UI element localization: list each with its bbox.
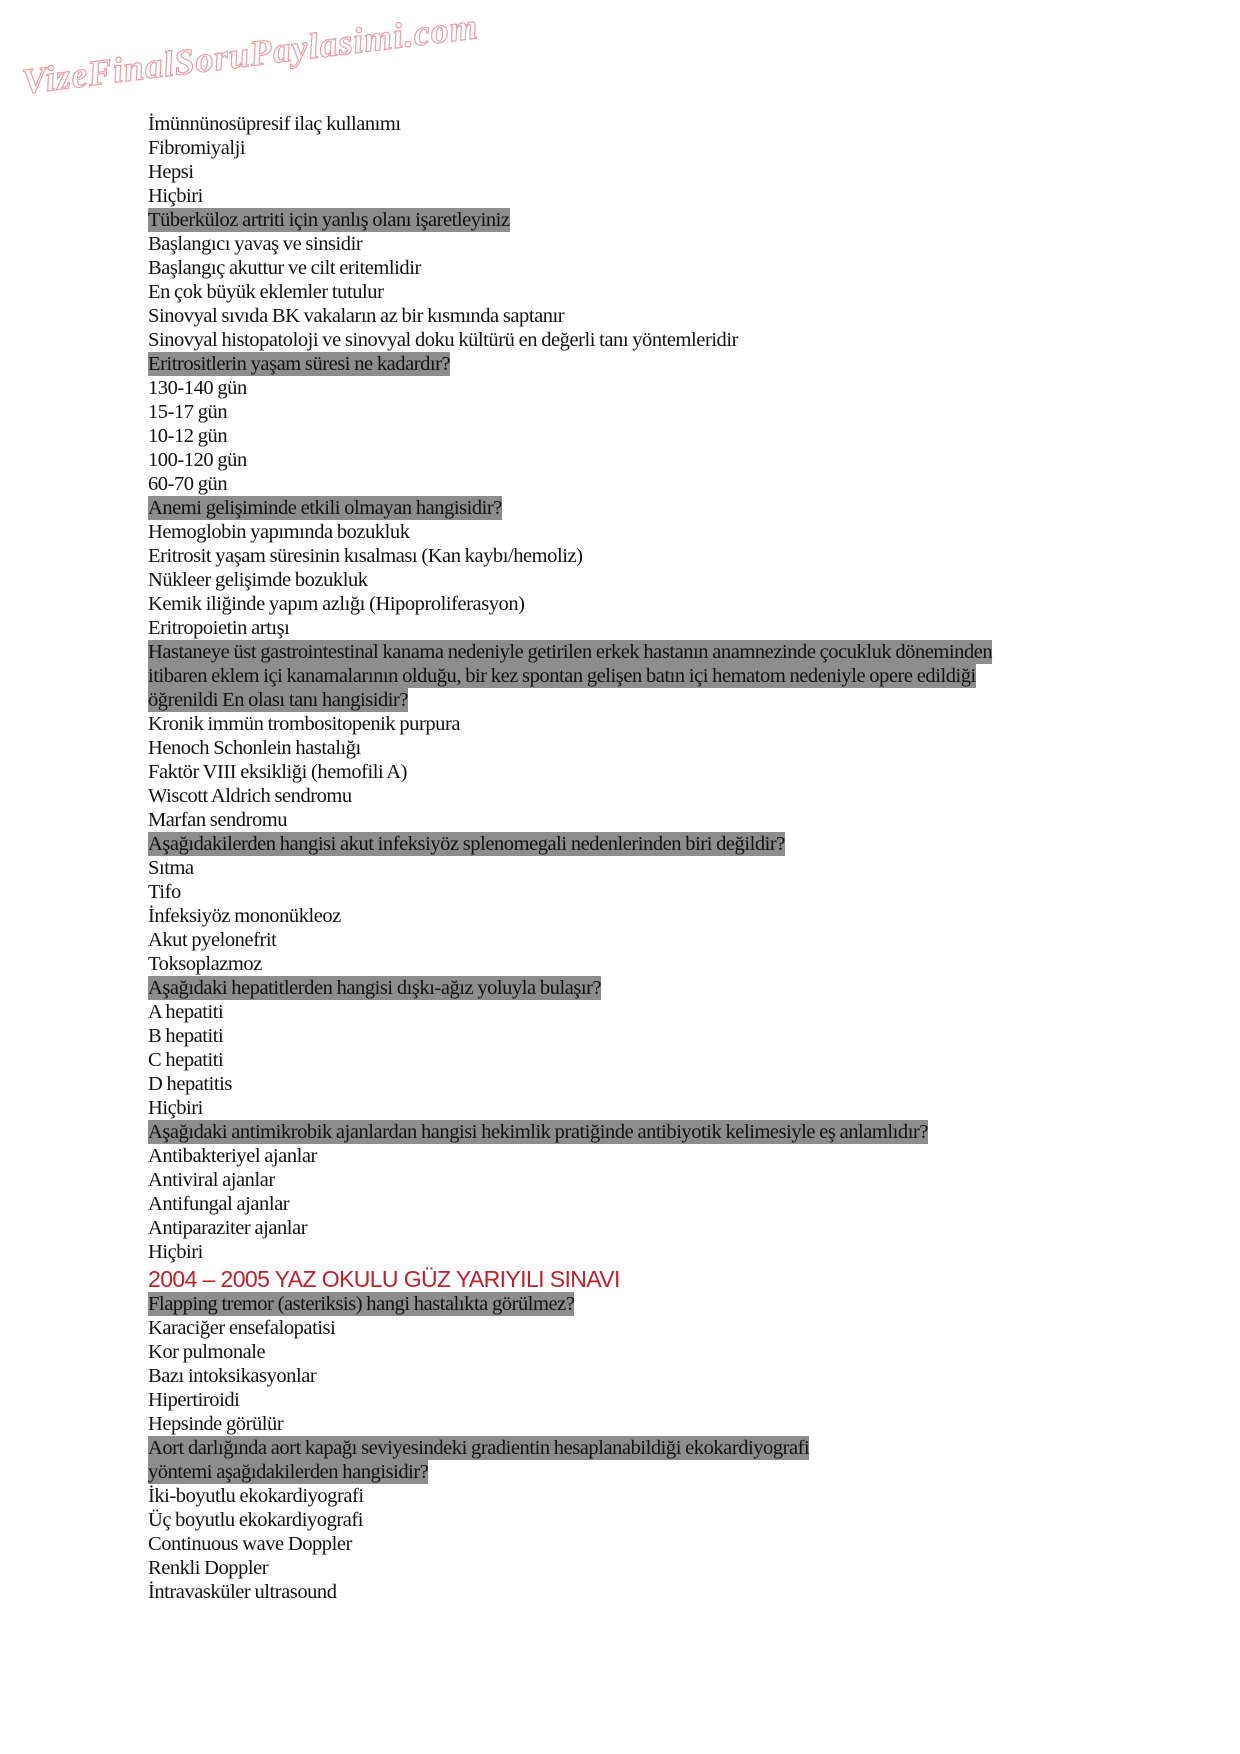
answer-option xyxy=(148,616,992,640)
answer-option xyxy=(148,1580,992,1604)
document-body xyxy=(148,112,992,1604)
option-text: Üç boyutlu ekokardiyografi xyxy=(148,1509,364,1531)
option-text: Faktör VIII eksikliği (hemofili A) xyxy=(148,761,408,783)
answer-option xyxy=(148,1340,992,1364)
answer-option xyxy=(148,1024,992,1048)
question-line xyxy=(148,1292,992,1316)
question-line xyxy=(148,1436,992,1460)
option-text: Hepsinde görülür xyxy=(148,1413,284,1435)
option-text: Kor pulmonale xyxy=(148,1341,266,1363)
answer-option xyxy=(148,568,992,592)
option-text: Eritropoietin artışı xyxy=(148,617,290,639)
option-text: Hepsi xyxy=(148,161,194,183)
answer-option xyxy=(148,1388,992,1412)
option-text: Hiçbiri xyxy=(148,1241,203,1263)
answer-option xyxy=(148,1000,992,1024)
answer-option xyxy=(148,1072,992,1096)
answer-option xyxy=(148,1048,992,1072)
section-title-text: 2004 – 2005 YAZ OKULU GÜZ YARIYILI SINAVI xyxy=(148,1266,620,1292)
question-text: Aşağıdaki hepatitlerden hangisi dışkı-ağız yoluyla bulaşır? xyxy=(148,977,602,999)
question-text: Anemi gelişiminde etkili olmayan hangisidir? xyxy=(148,497,502,519)
watermark: VizeFinalSoruPaylasimi.com xyxy=(20,6,481,102)
answer-option xyxy=(148,1316,992,1340)
question-text: öğrenildi En olası tanı hangisidir? xyxy=(148,689,409,711)
option-text: 60-70 gün xyxy=(148,473,228,495)
answer-option xyxy=(148,472,992,496)
answer-option xyxy=(148,1096,992,1120)
option-text: Sıtma xyxy=(148,857,194,879)
answer-option xyxy=(148,448,992,472)
section-title xyxy=(148,1264,992,1292)
answer-option xyxy=(148,1240,992,1264)
option-text: Akut pyelonefrit xyxy=(148,929,277,951)
answer-option xyxy=(148,592,992,616)
option-text: Toksoplazmoz xyxy=(148,953,262,975)
option-text: İmünnünosüpresif ilaç kullanımı xyxy=(148,113,401,135)
option-text: Henoch Schonlein hastalığı xyxy=(148,737,361,759)
option-text: Kronik immün trombositopenik purpura xyxy=(148,713,460,735)
question-text: Aşağıdaki antimikrobik ajanlardan hangisi hekimlik pratiğinde antibiyotik kelimesiyle eş anlamlıdır? xyxy=(148,1121,928,1143)
question-line xyxy=(148,640,992,664)
answer-option xyxy=(148,160,992,184)
answer-option xyxy=(148,424,992,448)
answer-option xyxy=(148,400,992,424)
option-text: Continuous wave Doppler xyxy=(148,1533,352,1555)
answer-option xyxy=(148,304,992,328)
question-text: Flapping tremor (asteriksis) hangi hastalıkta görülmez? xyxy=(148,1293,575,1315)
question-line xyxy=(148,496,992,520)
question-line xyxy=(148,832,992,856)
answer-option xyxy=(148,1192,992,1216)
option-text: Hiçbiri xyxy=(148,1097,203,1119)
question-line xyxy=(148,688,992,712)
option-text: 130-140 gün xyxy=(148,377,247,399)
option-text: Tifo xyxy=(148,881,181,903)
option-text: Bazı intoksikasyonlar xyxy=(148,1365,317,1387)
question-text: Tüberküloz artriti için yanlış olanı işaretleyiniz xyxy=(148,209,510,231)
option-text: Hiçbiri xyxy=(148,185,203,207)
option-text: C hepatiti xyxy=(148,1049,224,1071)
option-text: Antifungal ajanlar xyxy=(148,1193,290,1215)
question-text: Hastaneye üst gastrointestinal kanama nedeniyle getirilen erkek hastanın anamnezinde çocukluk döneminden xyxy=(148,641,993,663)
question-text: yöntemi aşağıdakilerden hangisidir? xyxy=(148,1461,429,1483)
option-text: Başlangıç akuttur ve cilt eritemlidir xyxy=(148,257,421,279)
answer-option xyxy=(148,280,992,304)
answer-option xyxy=(148,880,992,904)
question-line xyxy=(148,1120,992,1144)
answer-option xyxy=(148,712,992,736)
answer-option xyxy=(148,328,992,352)
answer-option xyxy=(148,808,992,832)
question-line xyxy=(148,208,992,232)
answer-option xyxy=(148,1168,992,1192)
option-text: Fibromiyalji xyxy=(148,137,246,159)
answer-option xyxy=(148,928,992,952)
answer-option xyxy=(148,736,992,760)
option-text: Sinovyal sıvıda BK vakaların az bir kısmında saptanır xyxy=(148,305,565,327)
option-text: B hepatiti xyxy=(148,1025,224,1047)
option-text: Karaciğer ensefalopatisi xyxy=(148,1317,336,1339)
option-text: İntravasküler ultrasound xyxy=(148,1581,337,1603)
question-line xyxy=(148,352,992,376)
answer-option xyxy=(148,856,992,880)
option-text: A hepatiti xyxy=(148,1001,224,1023)
answer-option xyxy=(148,1556,992,1580)
option-text: Hipertiroidi xyxy=(148,1389,240,1411)
answer-option xyxy=(148,232,992,256)
question-text: Aşağıdakilerden hangisi akut infeksiyöz splenomegali nedenlerinden biri değildir? xyxy=(148,833,785,855)
answer-option xyxy=(148,184,992,208)
answer-option xyxy=(148,1412,992,1436)
answer-option xyxy=(148,520,992,544)
answer-option xyxy=(148,136,992,160)
option-text: Antiviral ajanlar xyxy=(148,1169,275,1191)
option-text: D hepatitis xyxy=(148,1073,232,1095)
answer-option xyxy=(148,1144,992,1168)
option-text: İki-boyutlu ekokardiyografi xyxy=(148,1485,364,1507)
answer-option xyxy=(148,760,992,784)
answer-option xyxy=(148,1508,992,1532)
option-text: Eritrosit yaşam süresinin kısalması (Kan kaybı/hemoliz) xyxy=(148,545,583,567)
option-text: Antibakteriyel ajanlar xyxy=(148,1145,317,1167)
question-line xyxy=(148,664,992,688)
answer-option xyxy=(148,1532,992,1556)
answer-option xyxy=(148,904,992,928)
option-text: Hemoglobin yapımında bozukluk xyxy=(148,521,410,543)
option-text: Wiscott Aldrich sendromu xyxy=(148,785,352,807)
option-text: 15-17 gün xyxy=(148,401,228,423)
question-line xyxy=(148,1460,992,1484)
answer-option xyxy=(148,544,992,568)
option-text: Sinovyal histopatoloji ve sinovyal doku kültürü en değerli tanı yöntemleridir xyxy=(148,329,738,351)
option-text: 100-120 gün xyxy=(148,449,247,471)
answer-option xyxy=(148,952,992,976)
question-text: Aort darlığında aort kapağı seviyesindeki gradientin hesaplanabildiği ekokardiyografi xyxy=(148,1437,810,1459)
question-text: itibaren eklem içi kanamalarının olduğu, bir kez spontan gelişen batın içi hematom nedeniyle opere edildiği xyxy=(148,665,976,687)
answer-option xyxy=(148,376,992,400)
answer-option xyxy=(148,1364,992,1388)
option-text: Başlangıcı yavaş ve sinsidir xyxy=(148,233,363,255)
question-line xyxy=(148,976,992,1000)
option-text: Renkli Doppler xyxy=(148,1557,269,1579)
option-text: Kemik iliğinde yapım azlığı (Hipoproliferasyon) xyxy=(148,593,525,615)
answer-option xyxy=(148,256,992,280)
question-text: Eritrositlerin yaşam süresi ne kadardır? xyxy=(148,353,451,375)
option-text: Nükleer gelişimde bozukluk xyxy=(148,569,368,591)
option-text: Antiparaziter ajanlar xyxy=(148,1217,308,1239)
answer-option xyxy=(148,1484,992,1508)
option-text: En çok büyük eklemler tutulur xyxy=(148,281,384,303)
answer-option xyxy=(148,112,992,136)
option-text: Marfan sendromu xyxy=(148,809,288,831)
option-text: İnfeksiyöz mononükleoz xyxy=(148,905,341,927)
answer-option xyxy=(148,784,992,808)
option-text: 10-12 gün xyxy=(148,425,228,447)
answer-option xyxy=(148,1216,992,1240)
